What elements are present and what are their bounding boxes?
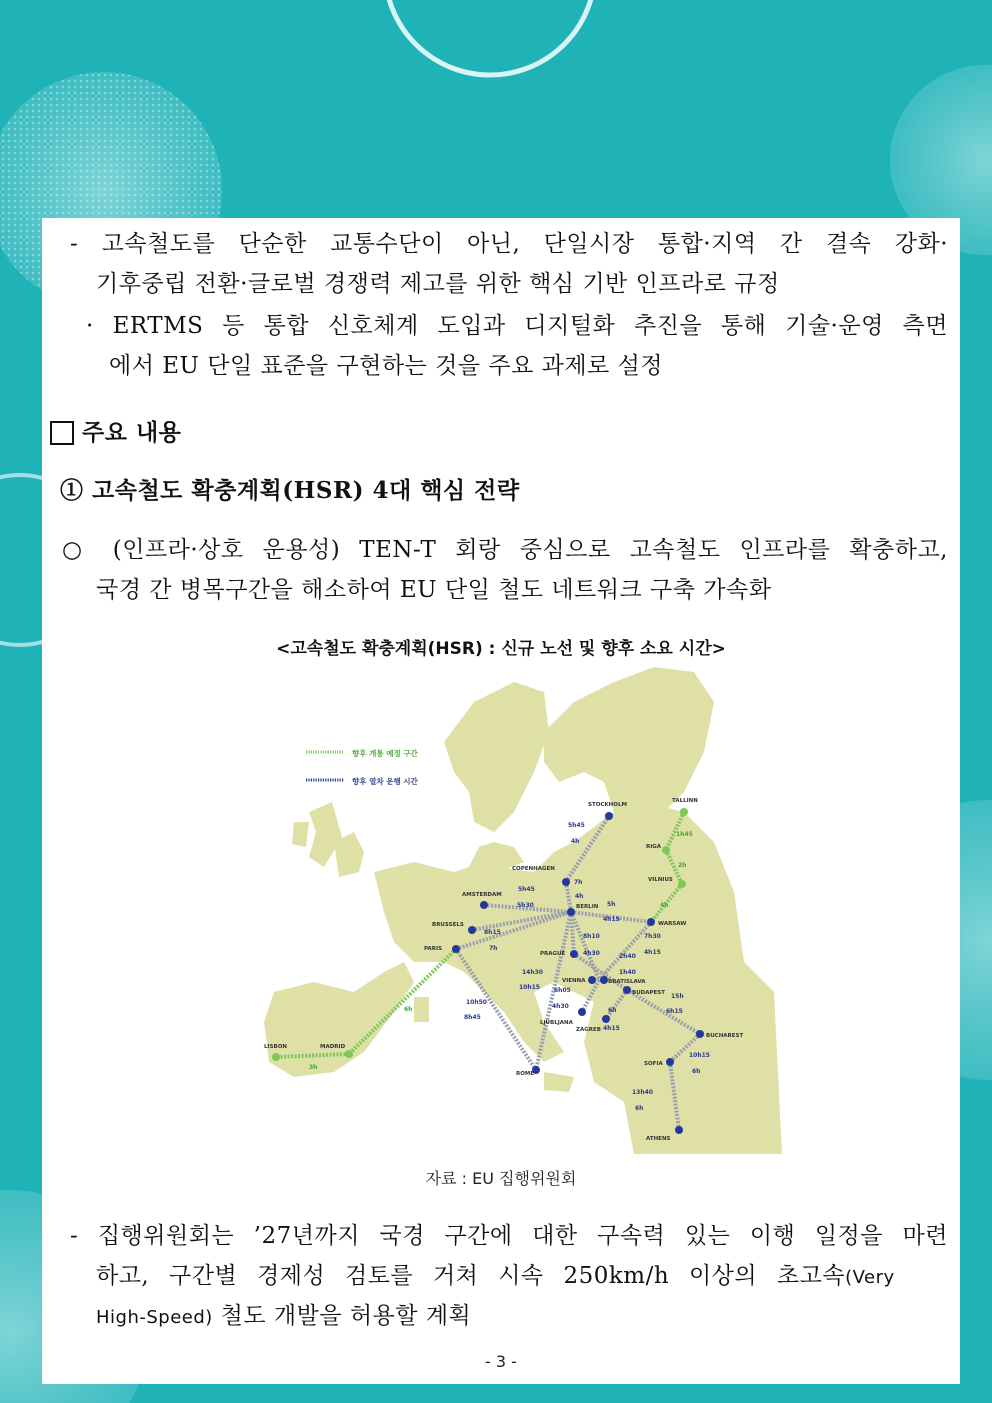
city-warsaw: WARSAW xyxy=(658,921,687,927)
city-paris: PARIS xyxy=(424,946,443,952)
dur-bru-ber-now: 8h15 xyxy=(484,929,501,936)
city-ljubljana: LJUBLJANA xyxy=(540,1020,573,1026)
dur-bud-buc-now: 15h xyxy=(671,993,684,1000)
dur-ams-ber-new: 5h30 xyxy=(517,902,534,909)
dur-sof-ath-now: 13h40 xyxy=(632,1089,653,1096)
city-bucharest: BUCHAREST xyxy=(706,1033,744,1039)
dur-sto-cop-now: 5h45 xyxy=(568,822,585,829)
dur-bud-zag-now: 6h xyxy=(608,1007,617,1014)
dur-par-mad: 6h xyxy=(404,1006,413,1013)
city-budapest: BUDAPEST xyxy=(632,990,665,996)
dur-cop-ber-new: 4h xyxy=(575,893,584,900)
city-brussels: BRUSSELS xyxy=(432,922,464,928)
land-shapes xyxy=(264,667,782,1154)
section-title: 주요 내용 xyxy=(82,419,182,446)
dur-buc-sof-now: 10h15 xyxy=(689,1052,710,1059)
paragraph-3-line-1: ○ (인프라·상호 운용성) TEN-T 회랑 중심으로 고속철도 인프라를 확충하고, xyxy=(62,537,948,563)
paragraph-2-line-2: 에서 EU 단일 표준을 구현하는 것을 주요 과제로 설정 xyxy=(109,353,664,379)
dur-vie-lju-new: 4h30 xyxy=(552,1003,569,1010)
paragraph-4-line-2-main: 하고, 구간별 경제성 검토를 거쳐 시속 250km/h 이상의 초고속 xyxy=(96,1263,846,1289)
city-stockholm: STOCKHOLM xyxy=(588,802,627,808)
paragraph-3-line-2: 국경 간 병목구간을 해소하여 EU 단일 철도 네트워크 구축 가속화 xyxy=(96,577,772,603)
city-copenhagen: COPENHAGEN xyxy=(512,866,555,872)
figure-source: 자료 : EU 집행위원회 xyxy=(425,1169,577,1188)
paragraph-4-line-3 xyxy=(96,1296,948,1338)
paragraph-4-line-3-main: 철도 개발을 허용할 계획 xyxy=(212,1303,472,1329)
dur-buc-sof-new: 6h xyxy=(692,1068,701,1075)
city-sofia: SOFIA xyxy=(644,1061,663,1067)
city-vilnius: VILNIUS xyxy=(648,877,673,883)
dur-tal-riga: 1h45 xyxy=(676,831,693,838)
dur-war-vie-new: 4h15 xyxy=(644,949,661,956)
document-page xyxy=(42,218,960,1384)
city-riga: RIGA xyxy=(646,844,662,850)
city-rome: ROME xyxy=(516,1071,535,1077)
city-lisbon: LISBON xyxy=(264,1044,287,1050)
dur-pra-bud-new: 1h40 xyxy=(619,969,636,976)
legend-green-label: 향후 개통 예정 구간 xyxy=(352,749,418,758)
dur-bud-buc-new: 6h15 xyxy=(666,1008,683,1015)
dur-pra-bud-now: 2h40 xyxy=(619,953,636,960)
dur-ber-rom-now: 14h30 xyxy=(522,969,543,976)
dur-vil-war: 4h xyxy=(660,902,669,909)
paragraph-1-line-2: 기후중립 전환·글로벌 경쟁력 제고를 위한 핵심 기반 인프라로 규정 xyxy=(96,271,780,297)
dur-bud-zag-new: 4h15 xyxy=(603,1025,620,1032)
paragraph-4-line-3-latin: High-Speed) xyxy=(96,1307,213,1328)
map-legend xyxy=(306,748,419,786)
dur-ams-ber-now: 5h45 xyxy=(518,886,535,893)
dur-ber-war-now: 5h xyxy=(607,901,616,908)
dur-ber-rom-new: 10h15 xyxy=(519,984,540,991)
paragraph-2-line-1: · ERTMS 등 통합 신호체계 도입과 디지털화 추진을 통해 기술·운영 측면 xyxy=(86,313,948,339)
city-bratislava: BRATISLAVA xyxy=(608,979,646,985)
city-prague: PRAGUE xyxy=(540,951,566,957)
hsr-map xyxy=(214,662,782,1154)
city-athens: ATHENS xyxy=(646,1136,671,1142)
dur-ber-vie-now: 8h10 xyxy=(583,933,600,940)
section-checkbox-icon xyxy=(50,421,74,445)
dur-lis-mad: 3h xyxy=(309,1064,318,1071)
dur-bru-ber-new: 7h xyxy=(489,945,498,952)
dur-ber-war-new: 4h15 xyxy=(603,916,620,923)
paragraph-4-line-2-latin: (Very xyxy=(845,1267,895,1288)
paragraph-1-line-1: - 고속철도를 단순한 교통수단이 아닌, 단일시장 통합·지역 간 결속 강화· xyxy=(70,231,948,257)
dur-riga-vil: 2h xyxy=(678,862,687,869)
city-zagreb: ZAGREB xyxy=(576,1027,601,1033)
city-tallinn: TALLINN xyxy=(672,798,698,804)
dur-par-rom-now: 10h50 xyxy=(466,999,487,1006)
dur-cop-ber-now: 7h xyxy=(574,879,583,886)
dur-sof-ath-new: 6h xyxy=(635,1105,644,1112)
paragraph-4-line-2 xyxy=(96,1256,948,1298)
dur-ber-vie-new: 4h30 xyxy=(583,950,600,957)
subsection-title: ① 고속철도 확충계획(HSR) 4대 핵심 전략 xyxy=(60,477,520,504)
dur-sto-cop-new: 4h xyxy=(571,838,580,845)
dur-par-rom-new: 8h45 xyxy=(464,1014,481,1021)
city-berlin: BERLIN xyxy=(576,904,599,910)
dur-war-vie-now: 7h30 xyxy=(644,933,661,940)
page-number: - 3 - xyxy=(485,1352,517,1371)
dur-vie-lju-now: 6h05 xyxy=(554,987,571,994)
paragraph-4-line-1: - 집행위원회는 ’27년까지 국경 구간에 대한 구속력 있는 이행 일정을 마련 xyxy=(70,1223,948,1249)
city-madrid: MADRID xyxy=(320,1044,346,1050)
city-amsterdam: AMSTERDAM xyxy=(462,892,502,898)
legend-blue-label: 향후 열차 운행 시간 xyxy=(352,777,418,786)
city-vienna: VIENNA xyxy=(562,978,586,984)
figure-caption: <고속철도 확충계획(HSR) : 신규 노선 및 향후 소요 시간> xyxy=(276,639,726,659)
